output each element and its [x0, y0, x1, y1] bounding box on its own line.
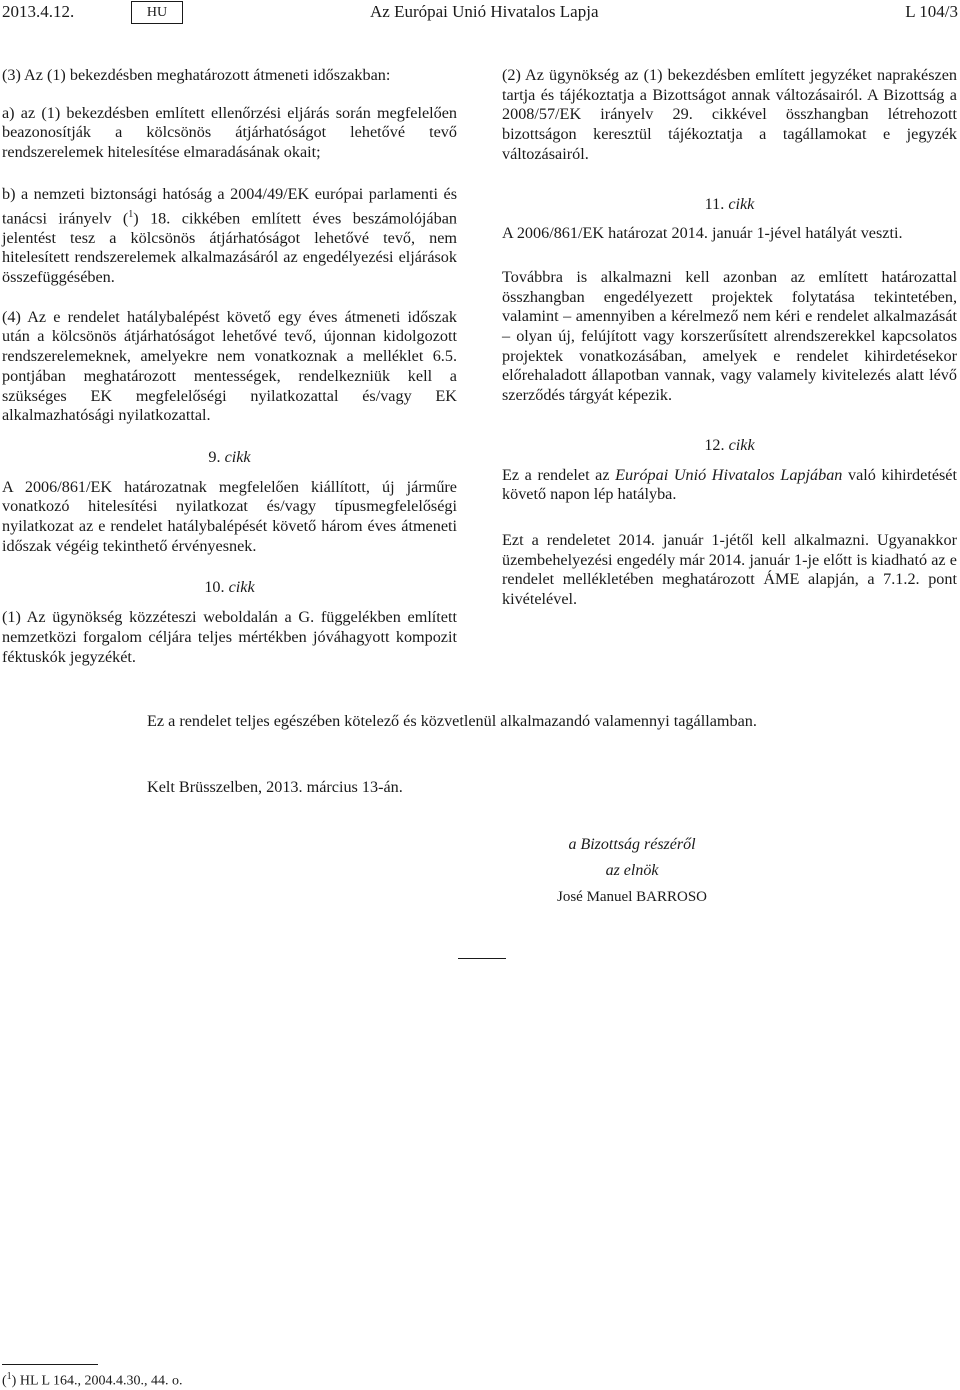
article-10-label: cikk: [228, 578, 255, 597]
article-10-paragraph-2: (2) Az ügynökség az (1) bekezdésben említett jegyzéket naprakészen tartja és tájékoztatja a Bizottságot annak változásairól. A Bizottság a 2008/57/EK irányelv 29. cikkével összhangban létrehozott bizottságon keresztül tájékoztatja a tagállamokat e jegyzék változásairól.: [502, 66, 957, 163]
page-reference: L 104/3: [905, 2, 958, 21]
article-9-number: 9.: [208, 447, 221, 466]
art12-text-end: való kihirdetését követő napon lép hatályba.: [502, 465, 957, 504]
language-badge: HU: [131, 1, 183, 24]
journal-title: Az Európai Unió Hivatalos Lapja: [370, 2, 599, 21]
left-column: [2, 66, 457, 681]
article-12-number: 12.: [704, 435, 725, 454]
signatory-title: az elnök: [605, 862, 659, 879]
article-12-heading: [502, 436, 957, 456]
article-9-heading: [2, 448, 457, 468]
signatory-name: José Manuel BARROSO: [556, 889, 707, 905]
article-11-label: cikk: [728, 194, 755, 213]
article-9-text: A 2006/861/EK határozatnak megfelelően kiállított, új járműre vonatkozó hitelesítési nyilatkozat és/vagy típusmegfelelőségi nyilatkozat az e rendelet hatálybalépését követő három éves átmeneti időszak végéig tekinthető érvényesnek.: [2, 477, 457, 555]
article-11-paragraph-2: Továbbra is alkalmazni kell azonban az említett határozattal összhangban engedélyezett projektek folytatása tekintetében, valamint – amennyiben a kérelmező nem kéri e rendelet alkalmazását – olyan új, felújított vagy korszerűsített alrendszerekkel kapcsolatos projektek vonatkozásában, amelyek e rendelet kihirdetésekor előrehaladott állapotban vannak, vagy valamely kivitelezés alatt lévő szerződés tárgyát képezik.: [502, 267, 957, 405]
article-11-number: 11.: [704, 194, 725, 213]
article-12-paragraph-2: Ezt a rendeletet 2014. január 1-jétől kell alkalmazni. Ugyanakkor üzembehelyezési engedély már 2014. január 1-je előtt is kiadható az e rendelet mellékletében meghatározott ÁME alapján, a 7.1.2. pont kivételével.: [502, 530, 957, 609]
page-header: [0, 0, 960, 30]
paragraph-3-point-b: [2, 185, 457, 288]
paragraph-3-point-a: a) az (1) bekezdésben említett ellenőrzési eljárás során megfelelően beazonosítják a kölcsönös átjárhatóságot lehetővé tevő rendszerelemek hitelesítése elmaradásának okait;: [2, 103, 457, 162]
paragraph-4: (4) Az e rendelet hatálybalépést követő egy éves átmeneti időszak után a kölcsönös átjárhatóságot lehetővé tevő, újonnan kidolgozott rendszerelemeknek, amelyekre nem vonatkoznak a melléklet 6.5. pontjában meghatározott mentességek, rendelkezniük kell a szükséges EK megfelelőségi nyilatkozattal és/vagy EK alkalmazhatósági nyilatkozattal.: [2, 307, 457, 425]
footnote-divider: [2, 1364, 98, 1365]
article-10-paragraph-1: (1) Az ügynökség közzéteszi weboldalán a G. függelékben említett nemzetközi forgalom céljára teljes mértékben jóváhagyott kompozit féktuskók jegyzékét.: [2, 608, 457, 666]
publication-date: 2013.4.12.: [2, 2, 75, 21]
article-12-label: cikk: [728, 435, 755, 454]
article-10-heading: [2, 578, 457, 598]
binding-statement: Ez a rendelet teljes egészében kötelező és közvetlenül alkalmazandó valamennyi tagállamban.: [147, 712, 757, 730]
signature-block: [552, 832, 712, 910]
right-column: [502, 66, 957, 624]
point-b-text-end: ) 18. cikkében említett éves beszámolójában jelentést tesz a kölcsönös átjárhatóságot lehetővé tevő, nem hitelesített rendszerelemek alkalmazásáról az engedélyezési eljárások összefüggésében.: [2, 208, 457, 287]
journal-name-italic: Európai Unió Hivatalos Lapjában: [615, 465, 843, 484]
footnote-reference[interactable]: 1: [128, 208, 134, 220]
article-12-paragraph-1: [502, 466, 957, 505]
footnote-marker: 1: [6, 1371, 12, 1382]
signatory-body: a Bizottság részéről: [568, 836, 696, 853]
paragraph-3-intro: (3) Az (1) bekezdésben meghatározott átmeneti időszakban:: [2, 66, 391, 84]
article-11-heading: [502, 195, 957, 215]
article-11-paragraph-1: A 2006/861/EK határozat 2014. január 1-jével hatályát veszti.: [502, 224, 903, 243]
footnote-text: HL L 164., 2004.4.30., 44. o.: [16, 1373, 183, 1389]
footnote: ($^1$) HL L 164., 2004.4.30., 44. o.: [2, 1371, 183, 1389]
art12-text-start: Ez a rendelet az: [502, 465, 616, 484]
end-divider: [458, 958, 506, 959]
article-10-number: 10.: [204, 578, 225, 597]
place-and-date: Kelt Brüsszelben, 2013. március 13-án.: [147, 778, 403, 796]
article-9-label: cikk: [224, 447, 251, 466]
point-b-text-start: b) a nemzeti biztonsági hatóság a 2004/49/EK európai parlamenti és tanácsi irányelv (: [2, 184, 457, 227]
